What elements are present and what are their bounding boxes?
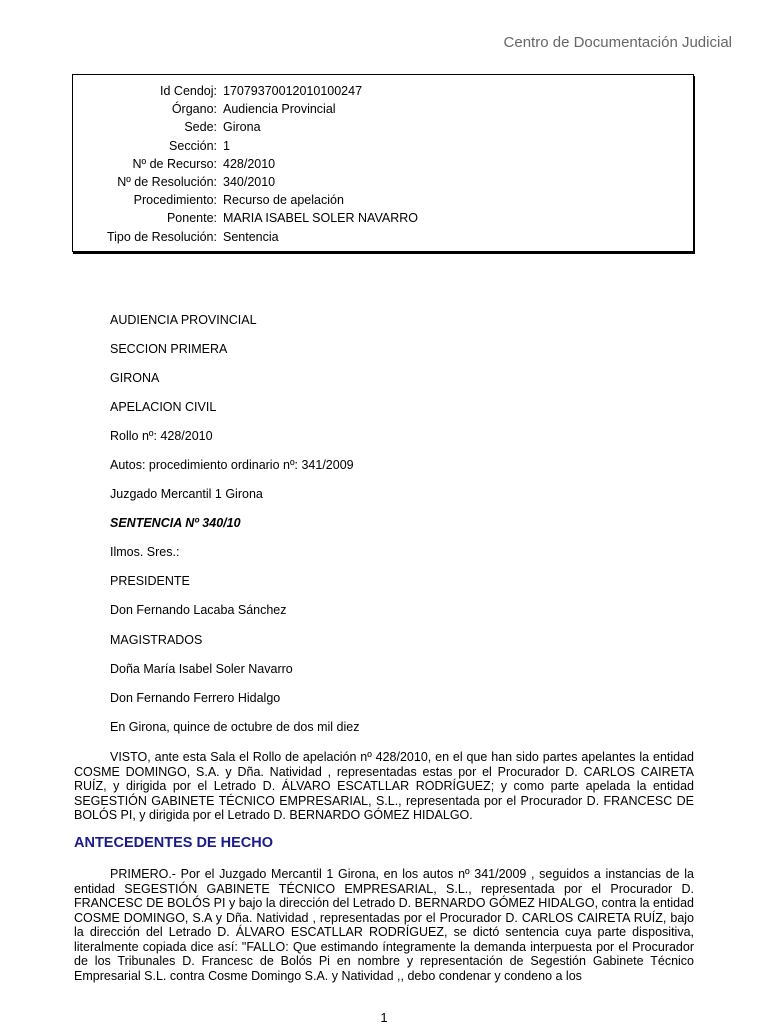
metadata-label: Órgano:	[171, 102, 217, 117]
case-file: Autos: procedimiento ordinario nº: 341/2009	[110, 458, 354, 472]
section-heading: ANTECEDENTES DE HECHO	[74, 835, 273, 851]
magistrates-heading: MAGISTRADOS	[110, 633, 203, 647]
metadata-row	[73, 173, 418, 191]
court-city: GIRONA	[110, 371, 160, 385]
metadata-value: 340/2010	[223, 175, 276, 190]
metadata-label: Sede:	[184, 120, 217, 135]
president-heading: PRESIDENTE	[110, 574, 190, 588]
metadata-value: 1	[223, 138, 230, 153]
metadata-label: Tipo de Resolución:	[106, 229, 217, 244]
metadata-row	[73, 209, 418, 227]
metadata-label: Nº de Recurso:	[132, 156, 217, 171]
magistrate-name: Don Fernando Ferrero Hidalgo	[110, 691, 281, 705]
metadata-label: Procedimiento:	[133, 193, 217, 208]
roll-number: Rollo nº: 428/2010	[110, 429, 213, 443]
primero-paragraph: PRIMERO.- Por el Juzgado Mercantil 1 Girona, en los autos nº 341/2009 , seguidos a instancias de la entidad SEGESTIÓN GABINETE TÉCNICO EMPRESARIAL, S.L., representada por el Procurador D. FRANCESC DE BOLÓS PI y bajo la dirección del Letrado D. BERNARDO GÓMEZ HIDALGO, contra la entidad COSME DOMINGO, S.A y Dña. Natividad , representadas por el Procurador D. CARLOS CAIRETA RUÍZ, bajo la dirección del Letrado D. ÁLVARO ESCATLLAR RODRÍGUEZ, se dictó sentencia cuya parte dispositiva, literalmente copiada dice así: "FALLO: Que estimando íntegramente la demanda interpuesta por el Procurador de los Tribunales D. Francesc de Bolós Pi en nombre y representación de Segestión Gabinete Técnico Empresarial S.L. contra Cosme Domingo S.A. y Natividad ,, debo condenar y condeno a los	[74, 867, 694, 983]
metadata-label: Id Cendoj:	[160, 84, 217, 98]
metadata-value: Girona	[223, 120, 261, 135]
metadata-value: Audiencia Provincial	[223, 102, 336, 117]
metadata-label: Sección:	[169, 138, 217, 153]
origin-court: Juzgado Mercantil 1 Girona	[110, 487, 263, 501]
president-name: Don Fernando Lacaba Sánchez	[110, 603, 287, 617]
metadata-value: MARIA ISABEL SOLER NAVARRO	[223, 211, 418, 226]
metadata-value: Recurso de apelación	[223, 193, 344, 208]
appeal-type: APELACION CIVIL	[110, 400, 217, 414]
metadata-row	[73, 191, 418, 209]
metadata-label: Ponente:	[166, 211, 217, 226]
metadata-label: Nº de Resolución:	[117, 175, 217, 190]
metadata-row	[73, 118, 418, 136]
court-section: SECCION PRIMERA	[110, 342, 228, 356]
document-source-header: Centro de Documentación Judicial	[503, 34, 732, 51]
metadata-row	[73, 137, 418, 155]
metadata-value: Sentencia	[223, 229, 279, 244]
honorifics: Ilmos. Sres.:	[110, 545, 180, 559]
metadata-value: 428/2010	[223, 156, 276, 171]
metadata-row	[73, 228, 418, 246]
visto-paragraph: VISTO, ante esta Sala el Rollo de apelación nº 428/2010, en el que han sido partes apelantes la entidad COSME DOMINGO, S.A. y Dña. Natividad , representadas estas por el Procurador D. CARLOS CAIRETA RUÍZ, y dirigida por el Letrado D. ÁLVARO ESCATLLAR RODRÍGUEZ; y como parte apelada la entidad SEGESTIÓN GABINETE TÉCNICO EMPRESARIAL, S.L., representada por el Procurador D. FRANCESC DE BOLÓS PI, y dirigida por el Letrado D. BERNARDO GÓMEZ HIDALGO.	[74, 750, 694, 822]
date-place: En Girona, quince de octubre de dos mil diez	[110, 720, 360, 734]
magistrate-name: Doña María Isabel Soler Navarro	[110, 662, 293, 676]
metadata-box	[72, 74, 694, 252]
metadata-row	[73, 100, 418, 118]
metadata-row	[73, 155, 418, 173]
court-name: AUDIENCIA PROVINCIAL	[110, 313, 257, 327]
metadata-row	[73, 82, 418, 100]
page-number: 1	[380, 1010, 388, 1025]
metadata-value: 17079370012010100247	[223, 84, 363, 98]
sentence-title: SENTENCIA Nº 340/10	[110, 516, 241, 530]
metadata-table	[73, 82, 418, 246]
